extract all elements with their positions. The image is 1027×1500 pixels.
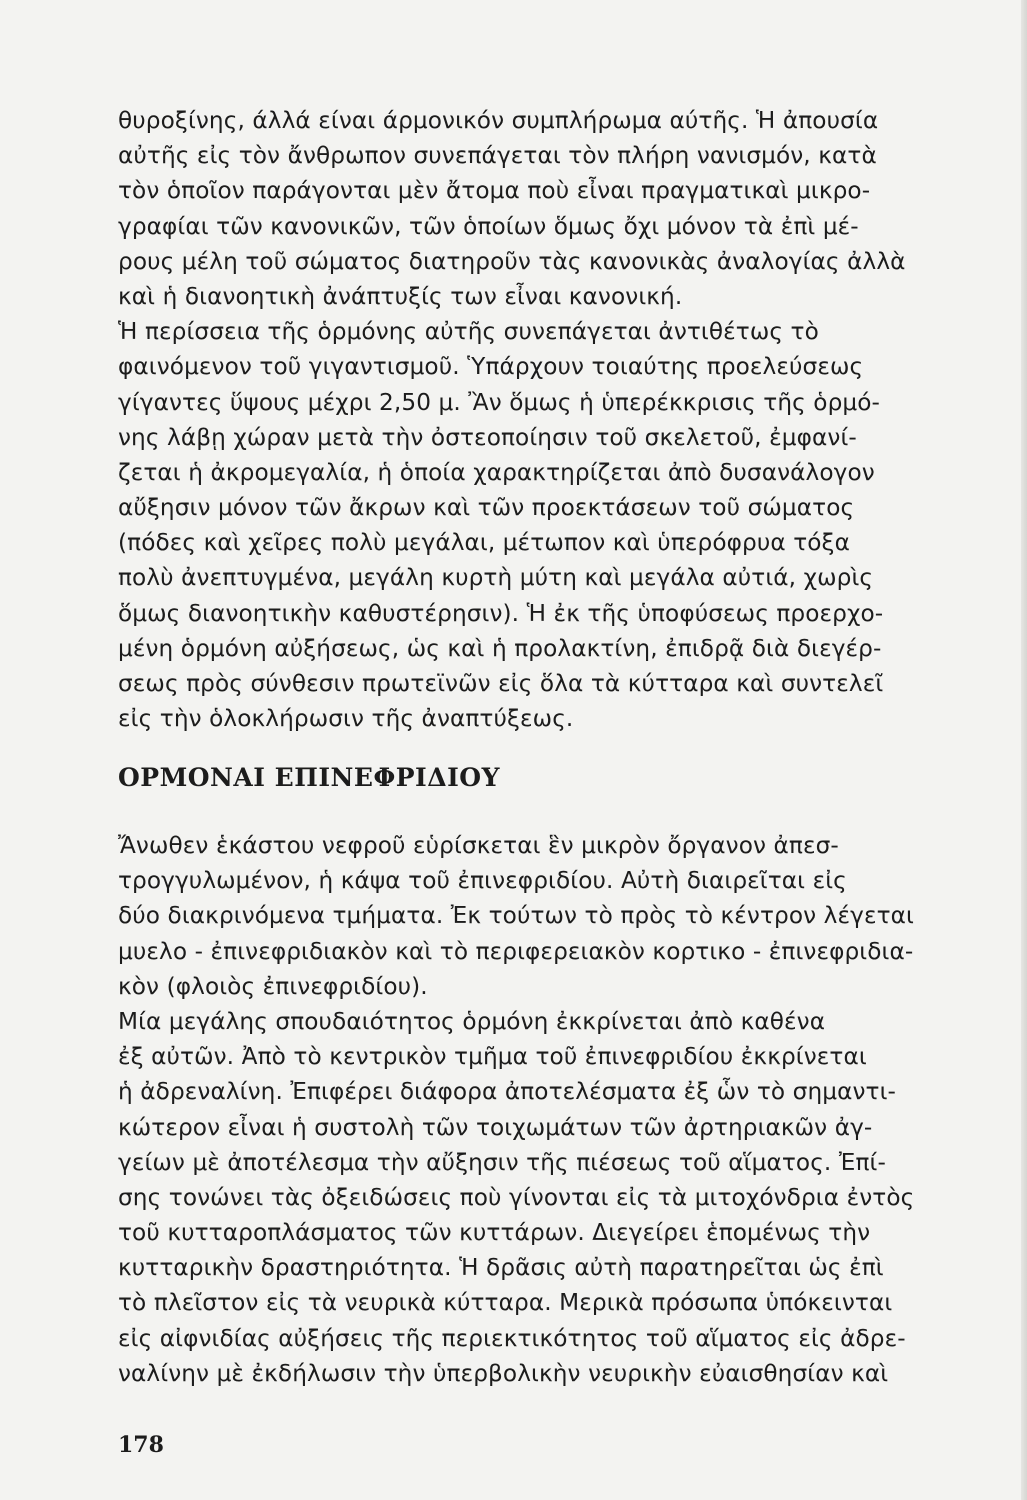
text-line: δύο διακρινόμενα τμήματα. Ἐκ τούτων τὸ πρὸς τὸ κέντρον λέγεται (118, 902, 914, 930)
text-line: θυροξίνης, άλλά είναι άρμονικόν συμπλήρωμα αύτῆς. Ἡ ἀπουσία (118, 107, 879, 134)
text-line: τὸν ὁποῖον παράγονται μὲν ἄτομα ποὺ εἶναι πραγματικαὶ μικρο- (118, 177, 871, 205)
paragraph-block-2 (118, 828, 976, 1391)
text-line: τὸ πλεῖστον εἰς τὰ νευρικὰ κύτταρα. Μερικὰ πρόσωπα ὑπόκεινται (118, 1289, 893, 1317)
text-line: γραφίαι τῶν κανονικῶν, τῶν ὁποίων ὅμως ὄχι μόνον τὰ ἐπὶ μέ- (118, 212, 859, 240)
section-heading: ΟΡΜΟΝΑΙ ΕΠΙΝΕΦΡΙΔΙΟΥ (118, 763, 500, 792)
text-line: εἰς αἰφνιδίας αὐξήσεις τῆς περιεκτικότητος τοῦ αἵματος εἰς ἀδρε- (118, 1324, 906, 1352)
text-line: Ἄνωθεν ἑκάστου νεφροῦ εὑρίσκεται ἓν μικρὸν ὄργανον ἀπεσ- (118, 832, 839, 859)
text-line: Ἡ περίσσεια τῆς ὁρμόνης αὐτῆς συνεπάγεται ἀντιθέτως τὸ (118, 318, 819, 346)
text-line: ὅμως διανοητικὴν καθυστέρησιν). Ἡ ἐκ τῆς ὑποφύσεως προερχο- (118, 599, 884, 627)
text-line: τοῦ κυτταροπλάσματος τῶν κυττάρων. Διεγείρει ἑπομένως τὴν (118, 1219, 871, 1247)
text-line: νης λάβῃ χώραν μετὰ τὴν ὀστεοποίησιν τοῦ σκελετοῦ, ἐμφανί- (118, 423, 857, 451)
text-line: ρους μέλη τοῦ σώματος διατηροῦν τὰς κανονικὰς ἀναλογίας ἀλλὰ (118, 247, 906, 275)
text-line: Μία μεγάλης σπουδαιότητος ὁρμόνη ἐκκρίνεται ἀπὸ καθένα (118, 1007, 826, 1035)
paragraph-block-1 (118, 103, 976, 736)
text-line: αὔξησιν μόνον τῶν ἄκρων καὶ τῶν προεκτάσεων τοῦ σώματος (118, 494, 855, 522)
text-line: μένη ὁρμόνη αὐξήσεως, ὡς καὶ ἡ προλακτίνη, ἐπιδρᾷ διὰ διεγέρ- (118, 634, 882, 662)
text-line: αὐτῆς εἰς τὸν ἄνθρωπον συνεπάγεται τὸν πλήρη νανισμόν, κατὰ (118, 142, 877, 170)
text-line: ναλίνην μὲ ἐκδήλωσιν τὴν ὑπερβολικὴν νευρικὴν εὐαισθησίαν καὶ (118, 1359, 889, 1387)
text-line: γίγαντες ὕψους μέχρι 2,50 μ. Ἂν ὅμως ἡ ὑπερέκκρισις τῆς ὁρμό- (118, 388, 881, 416)
text-line: σεως πρὸς σύνθεσιν πρωτεϊνῶν εἰς ὅλα τὰ κύτταρα καὶ συντελεῖ (118, 670, 884, 697)
text-line: μυελο - ἐπινεφριδιακὸν καὶ τὸ περιφερειακὸν κορτικο - ἐπινεφριδια- (118, 937, 914, 965)
text-line: σης τονώνει τὰς ὀξειδώσεις ποὺ γίνονται εἰς τὰ μιτοχόνδρια ἐντὸς (118, 1183, 915, 1211)
text-line: φαινόμενον τοῦ γιγαντισμοῦ. Ὑπάρχουν τοιαύτης προελεύσεως (118, 353, 864, 381)
text-line: καὶ ἡ διανοητικὴ ἀνάπτυξίς των εἶναι κανονική. (118, 282, 683, 310)
text-line: τρογγυλωμένον, ἡ κάψα τοῦ ἐπινεφριδίου. Αὐτὴ διαιρεῖται εἰς (118, 867, 847, 895)
text-line: πολὺ ἀνεπτυγμένα, μεγάλη κυρτὴ μύτη καὶ μεγάλα αὐτιά, χωρὶς (118, 564, 874, 592)
text-line: γείων μὲ ἀποτέλεσμα τὴν αὔξησιν τῆς πιέσεως τοῦ αἵματος. Ἐπί- (118, 1148, 886, 1176)
page-edge-shadow (1021, 0, 1027, 1500)
text-line: ἐξ αὐτῶν. Ἀπὸ τὸ κεντρικὸν τμῆμα τοῦ ἐπινεφριδίου ἐκκρίνεται (118, 1043, 867, 1071)
text-line: ζεται ἡ ἀκρομεγαλία, ἡ ὁποία χαρακτηρίζεται ἀπὸ δυσανάλογον (118, 458, 875, 486)
page-number: 178 (118, 1432, 164, 1458)
text-line: εἰς τὴν ὁλοκλήρωσιν τῆς ἀναπτύξεως. (118, 705, 574, 733)
text-line: κυτταρικὴν δραστηριότητα. Ἡ δρᾶσις αὐτὴ παρατηρεῖται ὡς ἐπὶ (118, 1254, 884, 1282)
text-line: κὸν (φλοιὸς ἐπινεφριδίου). (118, 972, 428, 1000)
text-line: κώτερον εἶναι ἡ συστολὴ τῶν τοιχωμάτων τῶν ἀρτηριακῶν ἀγ- (118, 1113, 873, 1141)
text-line: (πόδες καὶ χεῖρες πολὺ μεγάλαι, μέτωπον καὶ ὑπερόφρυα τόξα (118, 529, 850, 557)
text-line: ἡ ἀδρεναλίνη. Ἐπιφέρει διάφορα ἀποτελέσματα ἐξ ὧν τὸ σημαντι- (118, 1078, 897, 1106)
